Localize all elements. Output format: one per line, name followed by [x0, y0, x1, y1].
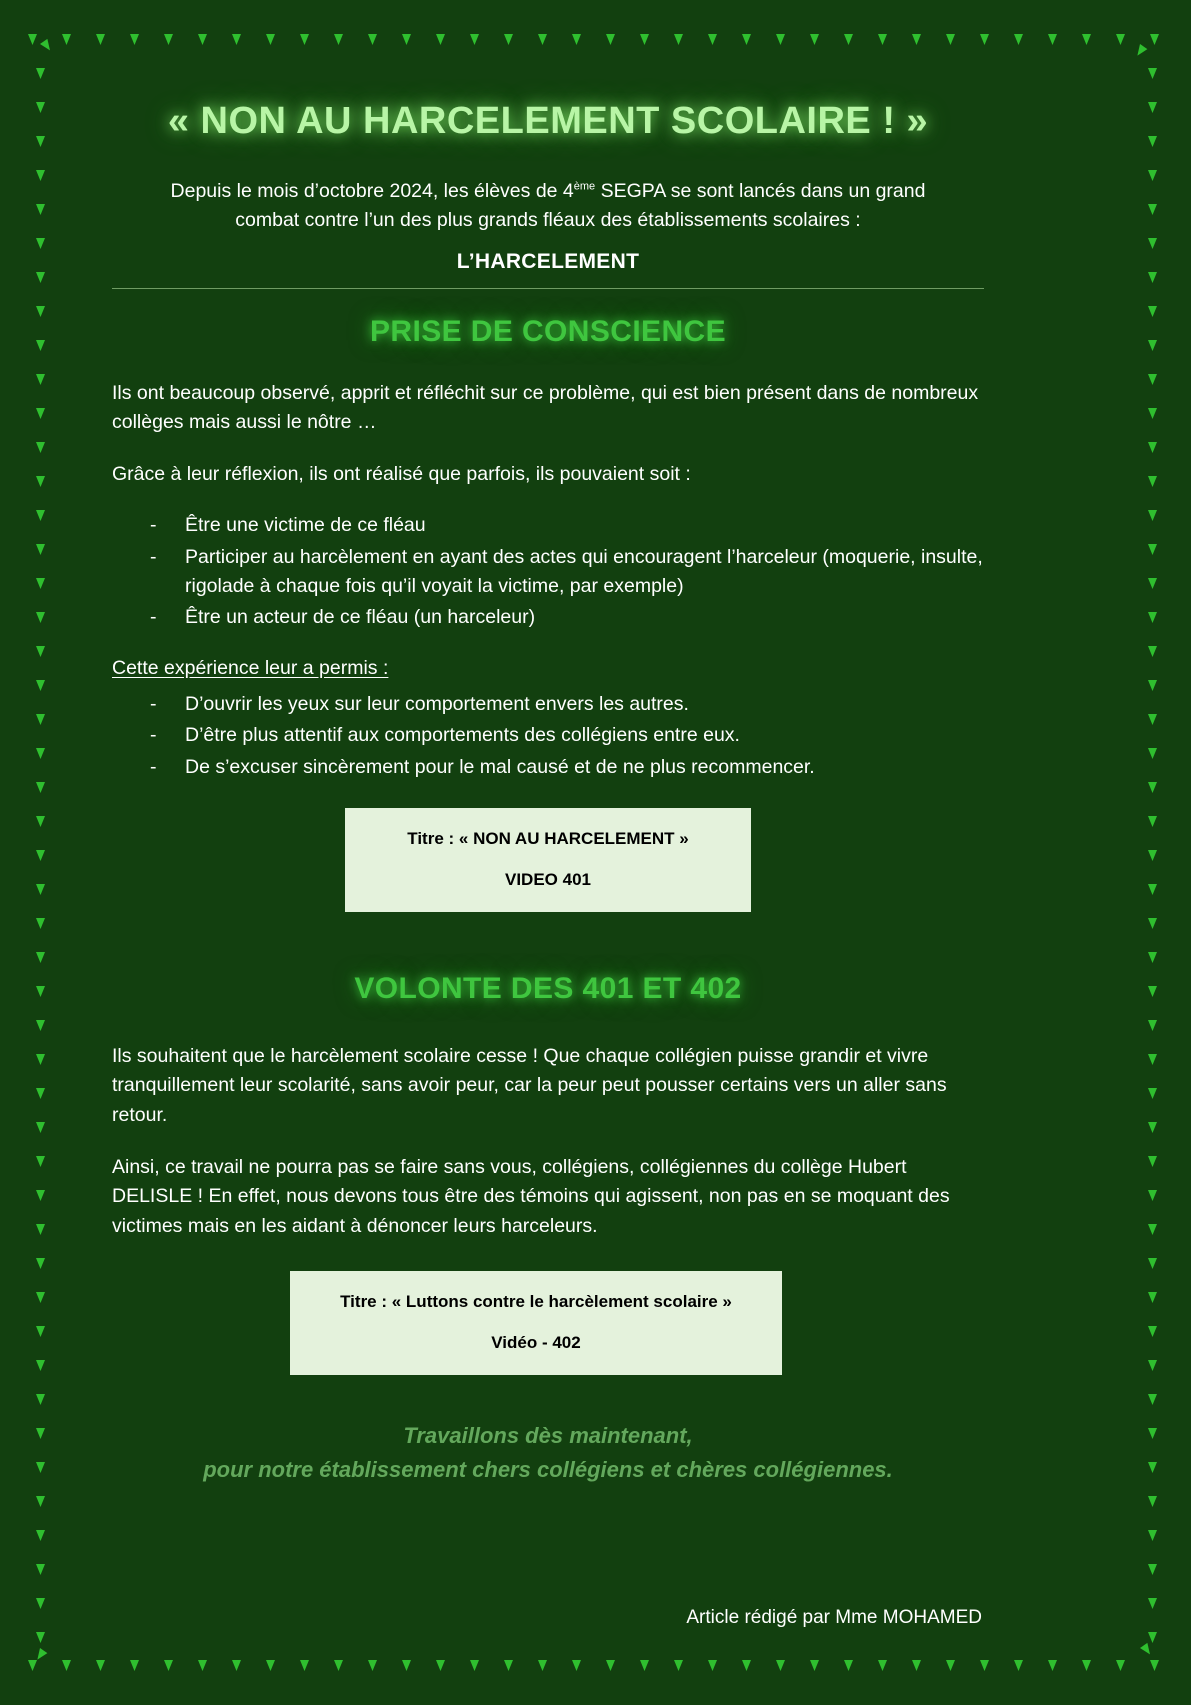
section-heading-prise-de-conscience: PRISE DE CONSCIENCE	[370, 314, 726, 348]
list-item: - D’ouvrir les yeux sur leur comportement envers les autres.	[150, 690, 984, 719]
intro-text-line2: combat contre l’un des plus grands fléaux des établissements scolaires :	[235, 209, 861, 232]
section1-list2-intro: Cette expérience leur a permis :	[112, 657, 389, 680]
intro-text-start: Depuis le mois d’octobre 2024, les élèves de 4	[170, 180, 574, 202]
section2-paragraph-2: Ainsi, ce travail ne pourra pas se faire sans vous, collégiens, collégiennes du collège Hubert DELISLE ! En effet, nous devons tous être des témoins qui agissent, non pas en se moquant des victimes mais en les aidant à dénoncer leurs harceleurs.	[112, 1155, 950, 1237]
list-item: - De s’excuser sincèrement pour le mal causé et de ne plus recommencer.	[150, 753, 984, 782]
section1-list-1	[112, 511, 984, 632]
author-signature: Article rédigé par Mme MOHAMED	[686, 1607, 982, 1629]
video-box-401[interactable]	[345, 808, 751, 912]
section-heading-volonte: VOLONTE DES 401 ET 402	[354, 971, 742, 1005]
closing-line-2: pour notre établissement chers collégiens et chères collégiennes.	[203, 1457, 893, 1483]
keyword-harcelement: L’HARCELEMENT	[112, 250, 984, 289]
section2-paragraph-1: Ils souhaitent que le harcèlement scolaire cesse ! Que chaque collégien puisse grandir et vivre tranquillement leur scolarité, sans avoir peur, car la peur peut pousser certains vers un aller sans retour.	[112, 1044, 947, 1126]
video-box-401-label: VIDEO 401	[505, 869, 591, 889]
list-item: - Être un acteur de ce fléau (un harceleur)	[150, 603, 984, 632]
page-title: « NON AU HARCELEMENT SCOLAIRE ! »	[167, 100, 929, 142]
section1-paragraph-2: Grâce à leur réflexion, ils ont réalisé que parfois, ils pouvaient soit :	[112, 462, 691, 485]
intro-exponent: ème	[573, 180, 596, 193]
intro-text-end: SEGPA se sont lancés dans un grand	[595, 180, 926, 202]
closing-line-1: Travaillons dès maintenant,	[403, 1423, 693, 1449]
video-box-402-label: Vidéo - 402	[491, 1333, 581, 1353]
list-item: - Être une victime de ce fléau	[150, 511, 984, 540]
document-content	[112, 100, 984, 1629]
list-item: - Participer au harcèlement en ayant des actes qui encouragent l’harceleur (moquerie, insulte, rigolade à chaque fois qu’il voyait la victime, par exemple)	[150, 543, 984, 602]
video-box-1-wrapper	[112, 808, 984, 912]
video-box-402-title: Titre : « Luttons contre le harcèlement scolaire »	[340, 1292, 732, 1312]
video-box-402[interactable]	[290, 1271, 782, 1375]
closing-message	[112, 1419, 984, 1487]
video-box-2-wrapper	[112, 1271, 984, 1375]
section1-list-2	[112, 690, 984, 782]
list-item: - D’être plus attentif aux comportements des collégiens entre eux.	[150, 721, 984, 750]
video-box-401-title: Titre : « NON AU HARCELEMENT »	[407, 828, 689, 848]
intro-paragraph	[112, 177, 984, 236]
section1-paragraph-1: Ils ont beaucoup observé, apprit et réfléchit sur ce problème, qui est bien présent dans de nombreux collèges mais aussi le nôtre …	[112, 381, 979, 434]
